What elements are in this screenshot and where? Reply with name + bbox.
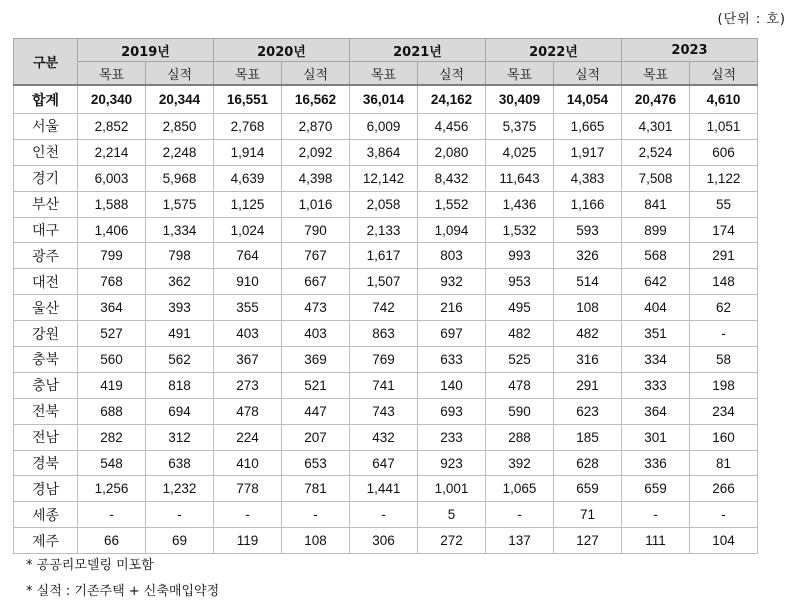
footnotes [26,553,219,605]
value-cell: 20,476 [622,85,690,114]
value-cell: 351 [622,321,690,347]
value-cell: 16,562 [282,85,350,114]
total-row [14,85,758,114]
value-cell: 688 [78,398,146,424]
value-cell: 20,344 [146,85,214,114]
value-cell: 590 [486,398,554,424]
value-cell: 478 [486,372,554,398]
value-cell: 306 [350,528,418,554]
value-cell: 4,301 [622,114,690,140]
value-cell: 447 [282,398,350,424]
region-cell: 경북 [14,450,78,476]
value-cell: 127 [554,528,622,554]
region-cell: 세종 [14,502,78,528]
value-cell: 768 [78,269,146,295]
value-cell: 364 [622,398,690,424]
value-cell: 69 [146,528,214,554]
value-cell: 419 [78,372,146,398]
value-cell: 633 [418,347,486,373]
value-cell: 301 [622,424,690,450]
value-cell: 108 [282,528,350,554]
value-cell: 1,507 [350,269,418,295]
value-cell: 993 [486,243,554,269]
value-cell: 333 [622,372,690,398]
value-cell: 6,009 [350,114,418,140]
value-cell: 562 [146,347,214,373]
value-cell: 3,864 [350,139,418,165]
value-cell: - [690,502,758,528]
value-cell: 410 [214,450,282,476]
value-cell: 769 [350,347,418,373]
value-cell: 953 [486,269,554,295]
value-cell: 2,248 [146,139,214,165]
header-actual: 실적 [282,62,350,86]
value-cell: 767 [282,243,350,269]
value-cell: 863 [350,321,418,347]
value-cell: 568 [622,243,690,269]
value-cell: 473 [282,295,350,321]
header-target: 목표 [486,62,554,86]
value-cell: 36,014 [350,85,418,114]
region-cell: 강원 [14,321,78,347]
value-cell: 140 [418,372,486,398]
region-cell: 충남 [14,372,78,398]
value-cell: 312 [146,424,214,450]
region-cell: 광주 [14,243,78,269]
value-cell: 404 [622,295,690,321]
value-cell: 560 [78,347,146,373]
value-cell: 1,094 [418,217,486,243]
header-year: 2020년 [214,39,350,62]
value-cell: - [146,502,214,528]
table-row [14,321,758,347]
value-cell: 2,852 [78,114,146,140]
value-cell: 11,643 [486,165,554,191]
value-cell: 288 [486,424,554,450]
value-cell: - [78,502,146,528]
table-row [14,269,758,295]
value-cell: 81 [690,450,758,476]
value-cell: 62 [690,295,758,321]
value-cell: 798 [146,243,214,269]
value-cell: 799 [78,243,146,269]
footnote: * 공공리모델링 미포함 [26,558,154,573]
value-cell: 667 [282,269,350,295]
value-cell: 1,552 [418,191,486,217]
value-cell: 525 [486,347,554,373]
value-cell: 4,398 [282,165,350,191]
value-cell: 527 [78,321,146,347]
region-cell: 울산 [14,295,78,321]
header-year: 2021년 [350,39,486,62]
value-cell: 910 [214,269,282,295]
header-target: 목표 [78,62,146,86]
value-cell: - [486,502,554,528]
value-cell: 216 [418,295,486,321]
table-row [14,165,758,191]
value-cell: 393 [146,295,214,321]
value-cell: 742 [350,295,418,321]
value-cell: 697 [418,321,486,347]
table-row [14,347,758,373]
value-cell: 2,870 [282,114,350,140]
value-cell: 1,665 [554,114,622,140]
value-cell: 4,639 [214,165,282,191]
value-cell: 4,025 [486,139,554,165]
value-cell: 593 [554,217,622,243]
value-cell: 367 [214,347,282,373]
table-row [14,191,758,217]
value-cell: 1,016 [282,191,350,217]
value-cell: 899 [622,217,690,243]
value-cell: 623 [554,398,622,424]
table-row [14,217,758,243]
value-cell: 316 [554,347,622,373]
value-cell: 432 [350,424,418,450]
value-cell: 119 [214,528,282,554]
value-cell: 16,551 [214,85,282,114]
table-row [14,398,758,424]
value-cell: 841 [622,191,690,217]
value-cell: 2,092 [282,139,350,165]
value-cell: 58 [690,347,758,373]
header-actual: 실적 [554,62,622,86]
value-cell: 659 [622,476,690,502]
header-actual: 실적 [690,62,758,86]
value-cell: 653 [282,450,350,476]
value-cell: 185 [554,424,622,450]
value-cell: 174 [690,217,758,243]
value-cell: 336 [622,450,690,476]
region-cell: 부산 [14,191,78,217]
value-cell: 764 [214,243,282,269]
value-cell: 548 [78,450,146,476]
value-cell: 233 [418,424,486,450]
value-cell: 5 [418,502,486,528]
value-cell: - [282,502,350,528]
value-cell: 55 [690,191,758,217]
unit-label: (단위 : 호) [717,12,786,27]
value-cell: 1,917 [554,139,622,165]
value-cell: 1,436 [486,191,554,217]
value-cell: 362 [146,269,214,295]
value-cell: 2,133 [350,217,418,243]
value-cell: 12,142 [350,165,418,191]
value-cell: 491 [146,321,214,347]
value-cell: 693 [418,398,486,424]
value-cell: 818 [146,372,214,398]
header-target: 목표 [214,62,282,86]
value-cell: 659 [554,476,622,502]
value-cell: 207 [282,424,350,450]
value-cell: 778 [214,476,282,502]
value-cell: 482 [486,321,554,347]
footnote: * 실적 : 기존주택 + 신축매입약정 [26,584,220,599]
region-cell: 제주 [14,528,78,554]
value-cell: 1,051 [690,114,758,140]
value-cell: 1,256 [78,476,146,502]
value-cell: 4,610 [690,85,758,114]
region-cell: 대전 [14,269,78,295]
value-cell: 1,441 [350,476,418,502]
value-cell: 224 [214,424,282,450]
value-cell: 1,334 [146,217,214,243]
value-cell: - [690,321,758,347]
value-cell: 160 [690,424,758,450]
value-cell: 234 [690,398,758,424]
value-cell: 5,968 [146,165,214,191]
value-cell: 482 [554,321,622,347]
table-row [14,424,758,450]
value-cell: 1,001 [418,476,486,502]
value-cell: 606 [690,139,758,165]
value-cell: 932 [418,269,486,295]
table-row [14,476,758,502]
value-cell: 478 [214,398,282,424]
value-cell: 272 [418,528,486,554]
header-actual: 실적 [146,62,214,86]
value-cell: 2,850 [146,114,214,140]
header-actual: 실적 [418,62,486,86]
header-group-label: 구분 [14,39,78,86]
value-cell: 403 [214,321,282,347]
header-year: 2023 [622,39,758,62]
header-year: 2022년 [486,39,622,62]
value-cell: 282 [78,424,146,450]
header-target: 목표 [622,62,690,86]
value-cell: 273 [214,372,282,398]
value-cell: 369 [282,347,350,373]
value-cell: 392 [486,450,554,476]
table-row [14,139,758,165]
value-cell: 71 [554,502,622,528]
value-cell: 2,524 [622,139,690,165]
table-body [14,85,758,554]
value-cell: 137 [486,528,554,554]
value-cell: 638 [146,450,214,476]
value-cell: 30,409 [486,85,554,114]
value-cell: 1,065 [486,476,554,502]
region-cell: 합계 [14,85,78,114]
value-cell: 111 [622,528,690,554]
value-cell: 355 [214,295,282,321]
value-cell: 1,232 [146,476,214,502]
value-cell: 7,508 [622,165,690,191]
value-cell: 8,432 [418,165,486,191]
value-cell: 24,162 [418,85,486,114]
value-cell: 4,383 [554,165,622,191]
value-cell: 20,340 [78,85,146,114]
header-target: 목표 [350,62,418,86]
table-row [14,114,758,140]
value-cell: 1,575 [146,191,214,217]
value-cell: 741 [350,372,418,398]
table-row [14,502,758,528]
value-cell: 334 [622,347,690,373]
value-cell: 642 [622,269,690,295]
value-cell: 790 [282,217,350,243]
value-cell: 364 [78,295,146,321]
value-cell: 923 [418,450,486,476]
value-cell: 2,080 [418,139,486,165]
value-cell: 6,003 [78,165,146,191]
value-cell: 743 [350,398,418,424]
value-cell: 5,375 [486,114,554,140]
value-cell: 291 [554,372,622,398]
value-cell: 291 [690,243,758,269]
value-cell: 403 [282,321,350,347]
housing-table [13,38,758,554]
value-cell: 66 [78,528,146,554]
value-cell: 514 [554,269,622,295]
value-cell: 148 [690,269,758,295]
value-cell: 1,617 [350,243,418,269]
value-cell: 266 [690,476,758,502]
value-cell: 647 [350,450,418,476]
value-cell: 2,214 [78,139,146,165]
table-row [14,243,758,269]
region-cell: 경기 [14,165,78,191]
value-cell: 1,024 [214,217,282,243]
value-cell: 1,166 [554,191,622,217]
region-cell: 서울 [14,114,78,140]
value-cell: - [622,502,690,528]
value-cell: 104 [690,528,758,554]
value-cell: 803 [418,243,486,269]
value-cell: 1,914 [214,139,282,165]
region-cell: 전남 [14,424,78,450]
value-cell: 1,125 [214,191,282,217]
table-row [14,295,758,321]
header-year: 2019년 [78,39,214,62]
table-row [14,528,758,554]
value-cell: 781 [282,476,350,502]
region-cell: 인천 [14,139,78,165]
value-cell: 1,532 [486,217,554,243]
value-cell: 495 [486,295,554,321]
region-cell: 대구 [14,217,78,243]
value-cell: 1,122 [690,165,758,191]
region-cell: 전북 [14,398,78,424]
value-cell: - [214,502,282,528]
value-cell: 1,406 [78,217,146,243]
region-cell: 충북 [14,347,78,373]
value-cell: 326 [554,243,622,269]
value-cell: 694 [146,398,214,424]
value-cell: 521 [282,372,350,398]
value-cell: 108 [554,295,622,321]
table-row [14,450,758,476]
value-cell: 14,054 [554,85,622,114]
table-row [14,372,758,398]
value-cell: 198 [690,372,758,398]
value-cell: 4,456 [418,114,486,140]
value-cell: 1,588 [78,191,146,217]
table-header [14,39,758,86]
value-cell: - [350,502,418,528]
value-cell: 2,768 [214,114,282,140]
region-cell: 경남 [14,476,78,502]
value-cell: 2,058 [350,191,418,217]
value-cell: 628 [554,450,622,476]
